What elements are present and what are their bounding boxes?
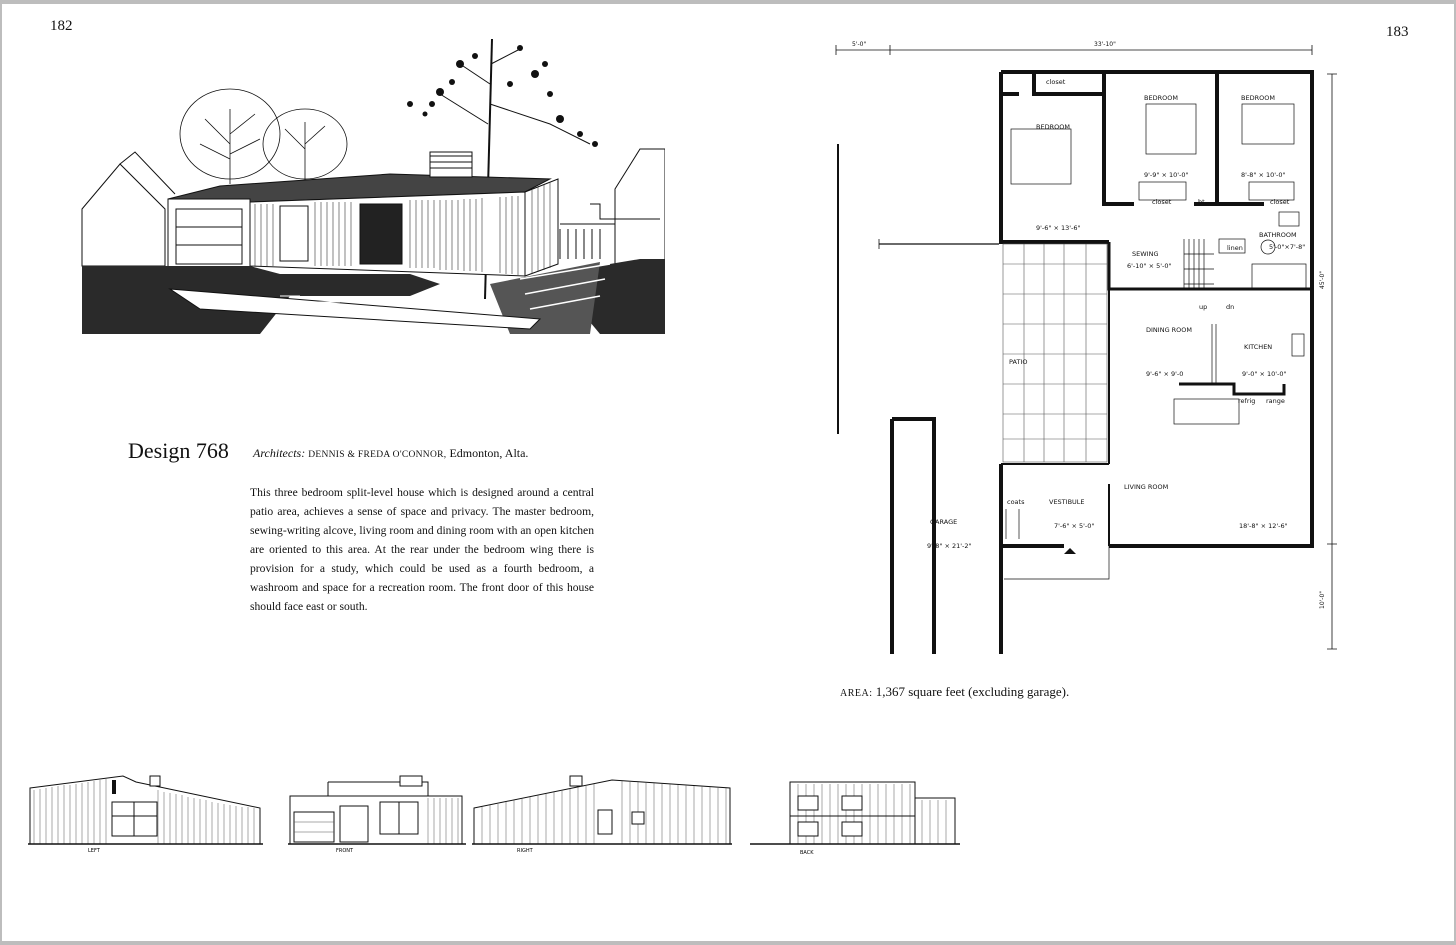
- elevation-front: [288, 772, 466, 854]
- label-range: range: [1266, 397, 1285, 405]
- dim-left: 5'-0": [852, 41, 867, 48]
- label-coats: coats: [1007, 498, 1025, 506]
- design-title: Design 768: [128, 438, 229, 463]
- label-bedroom2: BEDROOM: [1144, 94, 1178, 102]
- area-label: AREA:: [840, 688, 873, 699]
- label-bedroom2-size: 9'-9" × 10'-0": [1144, 171, 1189, 179]
- label-up: up: [1199, 303, 1208, 311]
- label-refrig: refrig: [1238, 397, 1256, 405]
- elevation-back-label: BACK: [800, 850, 814, 856]
- label-living: LIVING ROOM: [1124, 483, 1169, 491]
- label-bathroom-size: 5'-0"×7'-8": [1269, 243, 1306, 251]
- label-patio: PATIO: [1009, 358, 1028, 366]
- label-kitchen: KITCHEN: [1244, 343, 1273, 351]
- label-bedroom-master-size: 9'-6" × 13'-6": [1036, 224, 1081, 232]
- page-number-left: 182: [50, 18, 73, 34]
- label-bedroom-master: BEDROOM: [1036, 123, 1070, 131]
- page-number-right: 183: [1386, 24, 1409, 40]
- label-living-size: 18'-8" × 12'-6": [1239, 522, 1288, 530]
- label-garage: GARAGE: [930, 518, 958, 526]
- label-garage-size: 9'-8" × 21'-2": [927, 542, 972, 550]
- floor-plan: [824, 34, 1344, 659]
- label-bedroom3-size: 8'-8" × 10'-0": [1241, 171, 1286, 179]
- label-vestibule-size: 7'-6" × 5'-0": [1054, 522, 1095, 530]
- label-bedroom3: BEDROOM: [1241, 94, 1275, 102]
- architects-line: [253, 446, 528, 461]
- elevation-right: [472, 772, 732, 854]
- architects-names: DENNIS & FREDA O'CONNOR,: [308, 450, 447, 460]
- label-dining: DINING ROOM: [1146, 326, 1193, 334]
- elevation-back: [750, 772, 960, 856]
- label-vestibule: VESTIBULE: [1049, 498, 1085, 506]
- label-closet2: closet: [1152, 198, 1172, 206]
- label-bt: bt: [1198, 198, 1205, 206]
- label-dining-size: 9'-6" × 9'-0: [1146, 370, 1184, 378]
- label-dn: dn: [1226, 303, 1235, 311]
- patio-paving: [1003, 244, 1107, 462]
- area-line: [840, 684, 1069, 700]
- label-sewing-size: 6'-10" × 5'-0": [1127, 262, 1172, 270]
- label-kitchen-size: 9'-0" × 10'-0": [1242, 370, 1287, 378]
- book-spread: [2, 4, 1454, 941]
- architects-label: Architects:: [253, 446, 306, 460]
- elevation-front-label: FRONT: [336, 848, 354, 854]
- dim-right: 45'-0": [1319, 270, 1326, 289]
- house-perspective-sketch: [80, 34, 665, 334]
- elevation-left-label: LEFT: [88, 848, 100, 854]
- area-value: 1,367 square feet (excluding garage).: [875, 684, 1070, 699]
- label-sewing: SEWING: [1132, 250, 1159, 258]
- dim-right-lower: 10'-0": [1319, 590, 1326, 609]
- design-description: This three bedroom split-level house which is designed around a central patio area, achieves a sense of space and privacy. The master bedroom, sewing-writing alcove, living room and dining room with an open kitchen are oriented to this area. At the rear under the bedroom wing there is provision for a study, which could be used as a fourth bedroom, a washroom and space for a recreation room. The front door of this house should face east or south.: [250, 486, 594, 613]
- dim-top: 33'-10": [1094, 41, 1116, 48]
- label-bathroom: BATHROOM: [1259, 231, 1297, 239]
- elevation-right-label: RIGHT: [517, 848, 533, 854]
- label-closet3: closet: [1270, 198, 1290, 206]
- label-closet-top: closet: [1046, 78, 1066, 86]
- elevation-left: [28, 772, 263, 854]
- label-linen: linen: [1227, 244, 1243, 252]
- architects-location: Edmonton, Alta.: [449, 446, 529, 460]
